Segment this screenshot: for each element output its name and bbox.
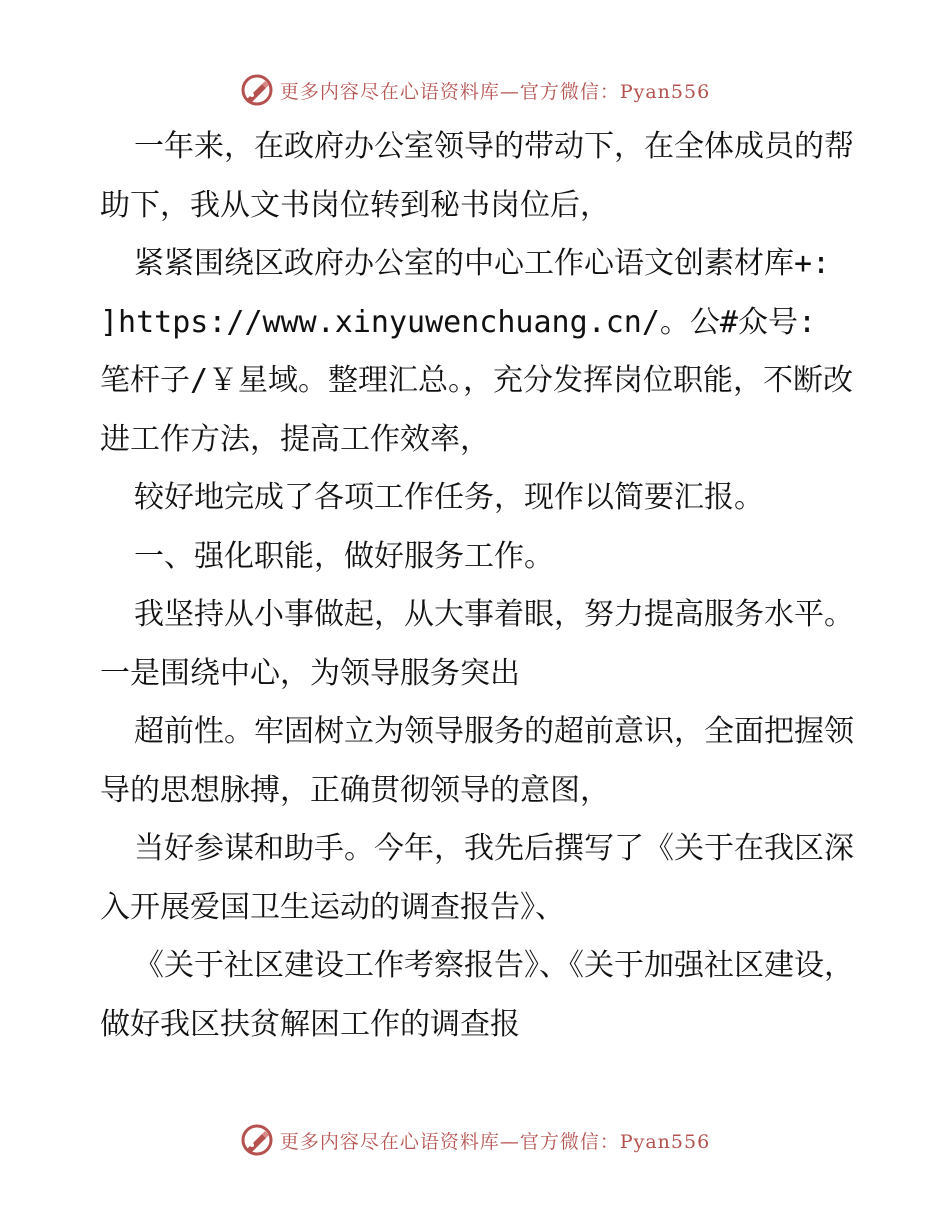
paragraph-4: 我坚持从小事做起，从大事着眼，努力提高服务水平。一是围绕中心，为领导服务突出 [100, 597, 854, 691]
pen-circle-logo-icon [240, 73, 274, 107]
section-heading-1: 一、强化职能，做好服务工作。 [134, 538, 554, 574]
footer-banner-text: 更多内容尽在心语资料库—官方微信：Pyan556 [279, 1130, 711, 1153]
pen-circle-logo-icon [240, 1123, 274, 1157]
paragraph-6: 当好参谋和助手。今年，我先后撰写了《关于在我区深入开展爱国卫生运动的调查报告》、 [100, 831, 854, 925]
paragraph-7: 《关于社区建设工作考察报告》、《关于加强社区建设，做好我区扶贫解困工作的调查报 [100, 948, 854, 1042]
paragraph-5: 超前性。牢固树立为领导服务的超前意识，全面把握领导的思想脉搏，正确贯彻领导的意图， [100, 714, 854, 808]
footer-banner [0, 1120, 950, 1160]
paragraph-2: 紧紧围绕区政府办公室的中心工作心语文创素材库+: ]https://www.xinyuwenchuang.cn/。公#众号: 笔杆子/￥星域。整理汇总。，充分发挥岗位职能，不断改进工作方法，提高工作效率， [100, 246, 854, 457]
paragraph-1: 一年来，在政府办公室领导的带动下，在全体成员的帮助下，我从文书岗位转到秘书岗位后， [100, 129, 854, 223]
document-body [100, 118, 860, 1054]
header-banner [0, 70, 950, 110]
paragraph-3: 较好地完成了各项工作任务，现作以简要汇报。 [134, 480, 764, 515]
header-banner-text: 更多内容尽在心语资料库—官方微信：Pyan556 [279, 80, 711, 103]
